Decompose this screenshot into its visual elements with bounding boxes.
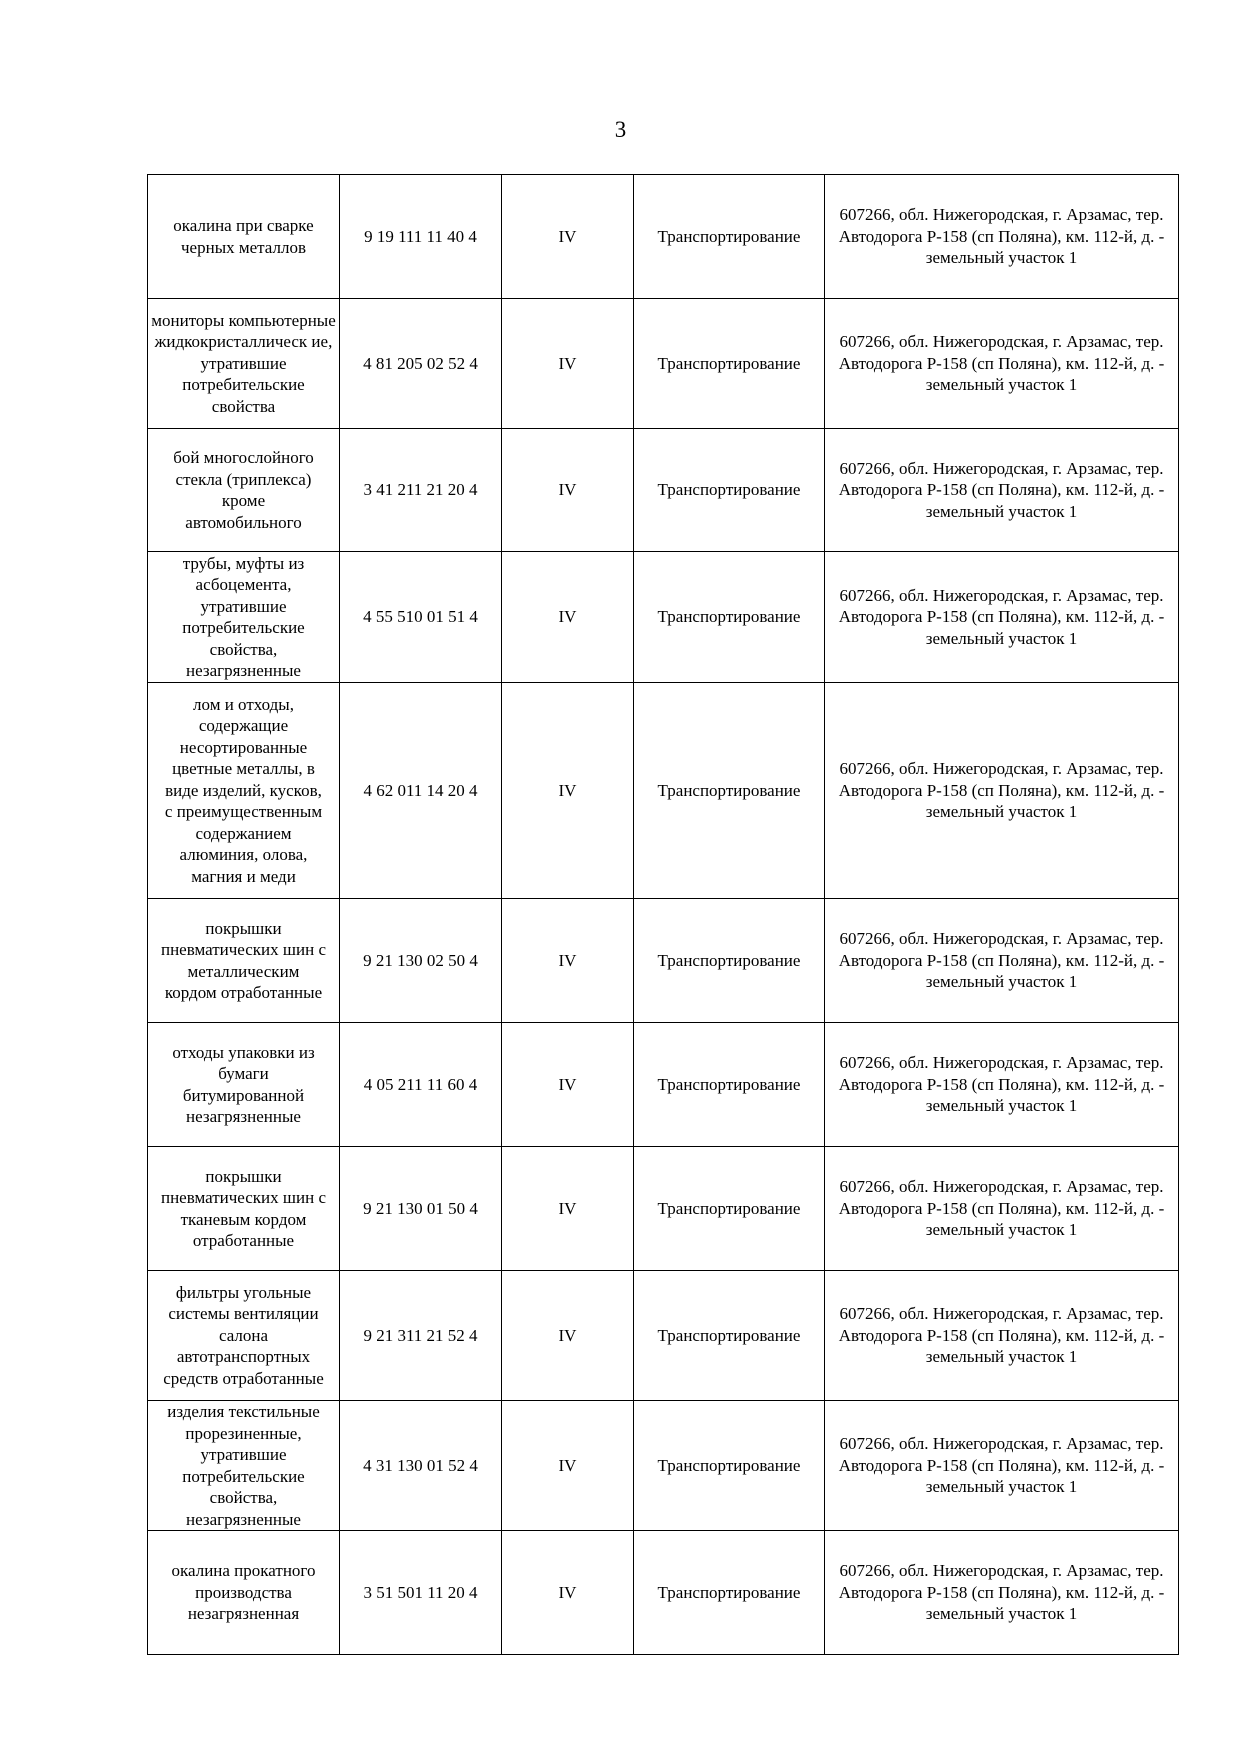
page-number: 3 [614,117,627,142]
waste-name-cell: бой многослойного стекла (триплекса) кроме автомобильного [148,429,340,552]
waste-name-cell: окалина при сварке черных металлов [148,175,340,299]
table-row [148,1271,1179,1401]
table-row [148,429,1179,552]
waste-code-cell: 3 51 501 11 20 4 [340,1531,502,1655]
waste-code-cell: 3 41 211 21 20 4 [340,429,502,552]
waste-name-cell: окалина прокатного производства незагрязненная [148,1531,340,1655]
waste-code-cell: 4 81 205 02 52 4 [340,299,502,429]
waste-code-cell: 9 19 111 11 40 4 [340,175,502,299]
address-cell: 607266, обл. Нижегородская, г. Арзамас, тер. Автодорога Р-158 (сп Поляна), км. 112-й, д. - земельный участок 1 [825,1023,1179,1147]
waste-name-cell: фильтры угольные системы вентиляции салона автотранспортных средств отработанные [148,1271,340,1401]
waste-name-cell: лом и отходы, содержащие несортированные цветные металлы, в виде изделий, кусков, с преимущественным содержанием алюминия, олова, магния и меди [148,683,340,899]
activity-cell: Транспортирование [634,1401,825,1531]
waste-code-cell: 4 55 510 01 51 4 [340,552,502,683]
hazard-class-cell: IV [502,1147,634,1271]
waste-code-cell: 9 21 130 02 50 4 [340,899,502,1023]
hazard-class-cell: IV [502,683,634,899]
address-cell: 607266, обл. Нижегородская, г. Арзамас, тер. Автодорога Р-158 (сп Поляна), км. 112-й, д. - земельный участок 1 [825,552,1179,683]
waste-code-cell: 4 62 011 14 20 4 [340,683,502,899]
waste-name-cell: изделия текстильные прорезиненные, утратившие потребительские свойства, незагрязненные [148,1401,340,1531]
waste-code-cell: 9 21 311 21 52 4 [340,1271,502,1401]
waste-name-cell: покрышки пневматических шин с тканевым кордом отработанные [148,1147,340,1271]
waste-name-cell: трубы, муфты из асбоцемента, утратившие потребительские свойства, незагрязненные [148,552,340,683]
table-row [148,1401,1179,1531]
activity-cell: Транспортирование [634,899,825,1023]
hazard-class-cell: IV [502,899,634,1023]
activity-cell: Транспортирование [634,552,825,683]
table-row [148,683,1179,899]
address-cell: 607266, обл. Нижегородская, г. Арзамас, тер. Автодорога Р-158 (сп Поляна), км. 112-й, д. - земельный участок 1 [825,1531,1179,1655]
address-cell: 607266, обл. Нижегородская, г. Арзамас, тер. Автодорога Р-158 (сп Поляна), км. 112-й, д. - земельный участок 1 [825,1147,1179,1271]
hazard-class-cell: IV [502,175,634,299]
waste-name-cell: мониторы компьютерные жидкокристаллическ ие, утратившие потребительские свойства [148,299,340,429]
table-row [148,175,1179,299]
table-row [148,552,1179,683]
activity-cell: Транспортирование [634,175,825,299]
waste-code-cell: 4 05 211 11 60 4 [340,1023,502,1147]
table-row [148,899,1179,1023]
hazard-class-cell: IV [502,1531,634,1655]
activity-cell: Транспортирование [634,1531,825,1655]
table-row [148,1531,1179,1655]
address-cell: 607266, обл. Нижегородская, г. Арзамас, тер. Автодорога Р-158 (сп Поляна), км. 112-й, д. - земельный участок 1 [825,1401,1179,1531]
address-cell: 607266, обл. Нижегородская, г. Арзамас, тер. Автодорога Р-158 (сп Поляна), км. 112-й, д. - земельный участок 1 [825,683,1179,899]
hazard-class-cell: IV [502,299,634,429]
activity-cell: Транспортирование [634,1023,825,1147]
address-cell: 607266, обл. Нижегородская, г. Арзамас, тер. Автодорога Р-158 (сп Поляна), км. 112-й, д. - земельный участок 1 [825,299,1179,429]
waste-name-cell: отходы упаковки из бумаги битумированной незагрязненные [148,1023,340,1147]
table-row [148,1147,1179,1271]
hazard-class-cell: IV [502,1023,634,1147]
hazard-class-cell: IV [502,1401,634,1531]
address-cell: 607266, обл. Нижегородская, г. Арзамас, тер. Автодорога Р-158 (сп Поляна), км. 112-й, д. - земельный участок 1 [825,175,1179,299]
table-row [148,1023,1179,1147]
activity-cell: Транспортирование [634,429,825,552]
waste-table [147,174,1179,1655]
hazard-class-cell: IV [502,429,634,552]
activity-cell: Транспортирование [634,299,825,429]
hazard-class-cell: IV [502,1271,634,1401]
address-cell: 607266, обл. Нижегородская, г. Арзамас, тер. Автодорога Р-158 (сп Поляна), км. 112-й, д. - земельный участок 1 [825,429,1179,552]
waste-name-cell: покрышки пневматических шин с металлическим кордом отработанные [148,899,340,1023]
activity-cell: Транспортирование [634,1271,825,1401]
hazard-class-cell: IV [502,552,634,683]
address-cell: 607266, обл. Нижегородская, г. Арзамас, тер. Автодорога Р-158 (сп Поляна), км. 112-й, д. - земельный участок 1 [825,899,1179,1023]
table-row [148,299,1179,429]
address-cell: 607266, обл. Нижегородская, г. Арзамас, тер. Автодорога Р-158 (сп Поляна), км. 112-й, д. - земельный участок 1 [825,1271,1179,1401]
waste-code-cell: 4 31 130 01 52 4 [340,1401,502,1531]
activity-cell: Транспортирование [634,683,825,899]
activity-cell: Транспортирование [634,1147,825,1271]
waste-code-cell: 9 21 130 01 50 4 [340,1147,502,1271]
